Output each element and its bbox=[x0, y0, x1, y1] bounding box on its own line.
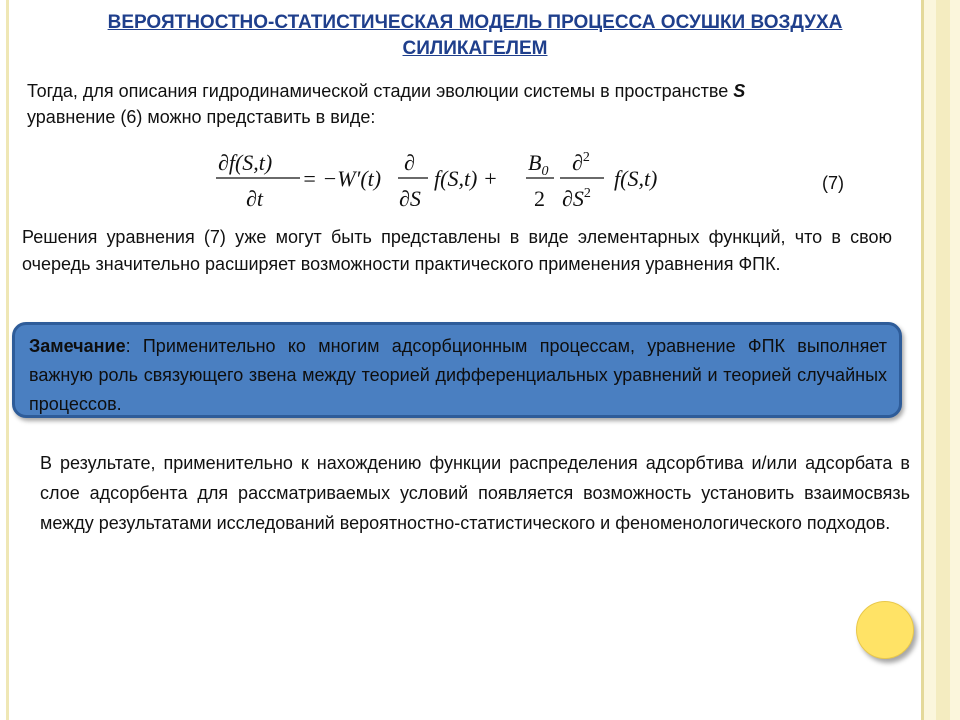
eq-d2-denominator bbox=[562, 186, 591, 211]
eq-b-denominator: 2 bbox=[534, 186, 545, 211]
eq-d2-numerator bbox=[572, 150, 590, 175]
eq-f1-term: f(S,t) + bbox=[434, 166, 498, 191]
intro-text-2: уравнение (6) можно представить в виде: bbox=[27, 107, 376, 127]
paragraph-result: В результате, применительно к нахождению функции распределения адсорбтива и/или адсорбата в слое адсорбента для рассматриваемых условий появляется возможность установить взаимосвязь между результатами исследований вероятностно-статистического и феноменологического подходов. bbox=[40, 453, 910, 533]
eq-d1-denominator: ∂S bbox=[399, 186, 421, 211]
equation-number: (7) bbox=[822, 173, 844, 193]
right-frame-stripe bbox=[936, 0, 950, 720]
intro-paragraph bbox=[27, 78, 907, 130]
remark-text: : Применительно ко многим адсорбционным процессам, уравнение ФПК выполняет важную роль связующего звена между теорией дифференциальных уравнений и теорией случайных процессов. bbox=[29, 336, 887, 414]
eq-b-letter: B bbox=[528, 150, 542, 175]
eq-f2-term: f(S,t) bbox=[614, 166, 658, 191]
eq-d1-numerator: ∂ bbox=[404, 150, 415, 175]
right-frame-border bbox=[921, 0, 960, 720]
eq-d2-partial: ∂ bbox=[572, 150, 583, 175]
decorative-circle bbox=[856, 601, 914, 659]
left-frame-border bbox=[6, 0, 9, 720]
eq-lhs-denominator: ∂t bbox=[246, 186, 263, 211]
equation-7 bbox=[210, 144, 690, 216]
eq-d2-den-exponent: 2 bbox=[583, 186, 591, 201]
eq-b-numerator bbox=[528, 150, 548, 179]
slide-title-line-1: ВЕРОЯТНОСТНО-СТАТИСТИЧЕСКАЯ МОДЕЛЬ ПРОЦЕССА ОСУШКИ ВОЗДУХА bbox=[107, 12, 843, 33]
remark-label: Замечание bbox=[29, 336, 126, 356]
paragraph-solutions: Решения уравнения (7) уже могут быть представлены в виде элементарных функций, что в свою очередь значительно расширяет возможности практического применения уравнения ФПК. bbox=[22, 227, 892, 274]
eq-d2-num-exponent: 2 bbox=[582, 150, 590, 165]
intro-text: Тогда, для описания гидродинамической стадии эволюции системы в пространстве bbox=[27, 81, 729, 101]
slide-title-line-2: СИЛИКАГЕЛЕМ bbox=[402, 38, 548, 59]
eq-d2-partial-s: ∂S bbox=[562, 186, 584, 211]
intro-symbol-s: S bbox=[733, 81, 746, 101]
eq-lhs-numerator: ∂f(S,t) bbox=[218, 150, 273, 175]
remark-box bbox=[12, 322, 902, 418]
eq-equals-term: = −W′(t) bbox=[302, 166, 382, 191]
eq-b-subscript: 0 bbox=[541, 164, 549, 179]
slide-title bbox=[60, 10, 890, 62]
